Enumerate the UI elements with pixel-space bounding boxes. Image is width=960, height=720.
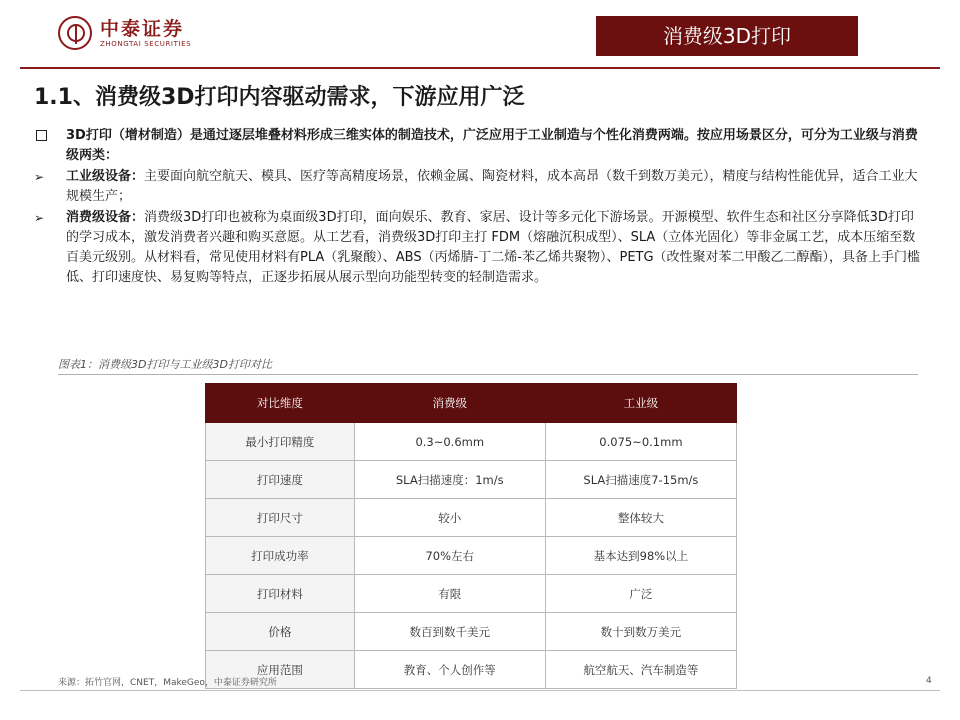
logo-english-name: ZHONGTAI SECURITIES [100,40,192,48]
bullet-intro-text: 3D打印（增材制造）是通过逐层堆叠材料形成三维实体的制造技术，广泛应用于工业制造与个性化消费两端。按应用场景区分，可分为工业级与消费级两类： [66,128,918,163]
bullet-list [34,126,924,289]
table-row [206,461,737,499]
table-row [206,613,737,651]
table-cell: 航空航天、汽车制造等 [545,651,736,689]
table-row-label: 打印速度 [206,461,355,499]
table-row [206,423,737,461]
table-cell: 70%左右 [354,537,545,575]
comparison-table [205,383,737,689]
bullet-intro [34,126,924,166]
table-row-label: 打印成功率 [206,537,355,575]
arrow-bullet-icon: ➢ [34,170,45,184]
table-row-label: 最小打印精度 [206,423,355,461]
table-row-label: 打印材料 [206,575,355,613]
logo-icon [58,16,92,50]
table-row [206,575,737,613]
report-topic-tag: 消费级3D打印 [596,16,858,56]
company-logo [58,14,218,56]
figure-caption: 图表1：消费级3D打印与工业级3D打印对比 [58,356,918,375]
table-row-label: 打印尺寸 [206,499,355,537]
table-cell: 整体较大 [545,499,736,537]
table-cell: 0.075~0.1mm [545,423,736,461]
bullet-industrial [34,167,924,207]
page-header [0,0,960,68]
source-note: 来源：拓竹官网，CNET，MakeGeo，中泰证券研究所 [58,678,277,688]
table-cell: 数十到数万美元 [545,613,736,651]
bullet-consumer [34,208,924,288]
table-cell: 基本达到98%以上 [545,537,736,575]
table-header-cell: 对比维度 [206,384,355,423]
bullet-consumer-text: 消费级3D打印也被称为桌面级3D打印，面向娱乐、教育、家居、设计等多元化下游场景。开源模型、软件生态和社区分享降低3D打印的学习成本，激发消费者兴趣和购买意愿。从工艺看，消费级3D打印主打 FDM（熔融沉积成型）、SLA（立体光固化）等非金属工艺，成本压缩至数百美元级别。从材料看，常见使用材料有PLA（乳聚酸）、ABS（丙烯腈-丁二烯-苯乙烯共聚物）、PETG（改性聚对苯二甲酸乙二醇酯），具备上手门槛低、打印速度快、易复购等特点，正逐步拓展从展示型向功能型转变的轻制造需求。 [66,210,921,285]
table-cell: 数百到数千美元 [354,613,545,651]
bullet-industrial-text: 主要面向航空航天、模具、医疗等高精度场景，依赖金属、陶瓷材料，成本高昂（数千到数万美元），精度与结构性能优异，适合工业大规模生产； [66,169,918,204]
header-divider [20,67,940,69]
bullet-industrial-label: 工业级设备： [66,169,145,184]
table-row [206,499,737,537]
footer-divider [20,690,940,691]
square-bullet-icon [36,130,47,141]
table-cell: 广泛 [545,575,736,613]
logo-chinese-name: 中泰证券 [100,18,185,40]
section-title: 1.1、消费级3D打印内容驱动需求，下游应用广泛 [34,85,525,110]
arrow-bullet-icon: ➢ [34,211,45,225]
table-header-row [206,384,737,423]
table-row-label: 价格 [206,613,355,651]
table-cell: SLA扫描速度7-15m/s [545,461,736,499]
table-cell: 较小 [354,499,545,537]
page-number: 4 [926,676,932,686]
table-header-cell: 工业级 [545,384,736,423]
bullet-consumer-label: 消费级设备： [66,210,145,225]
table-cell: 0.3~0.6mm [354,423,545,461]
table-cell: 有限 [354,575,545,613]
table-cell: 教育、个人创作等 [354,651,545,689]
table-cell: SLA扫描速度：1m/s [354,461,545,499]
table-row [206,537,737,575]
table-row-label: 应用范围 [206,651,355,689]
table-row [206,651,737,689]
table-header-cell: 消费级 [354,384,545,423]
